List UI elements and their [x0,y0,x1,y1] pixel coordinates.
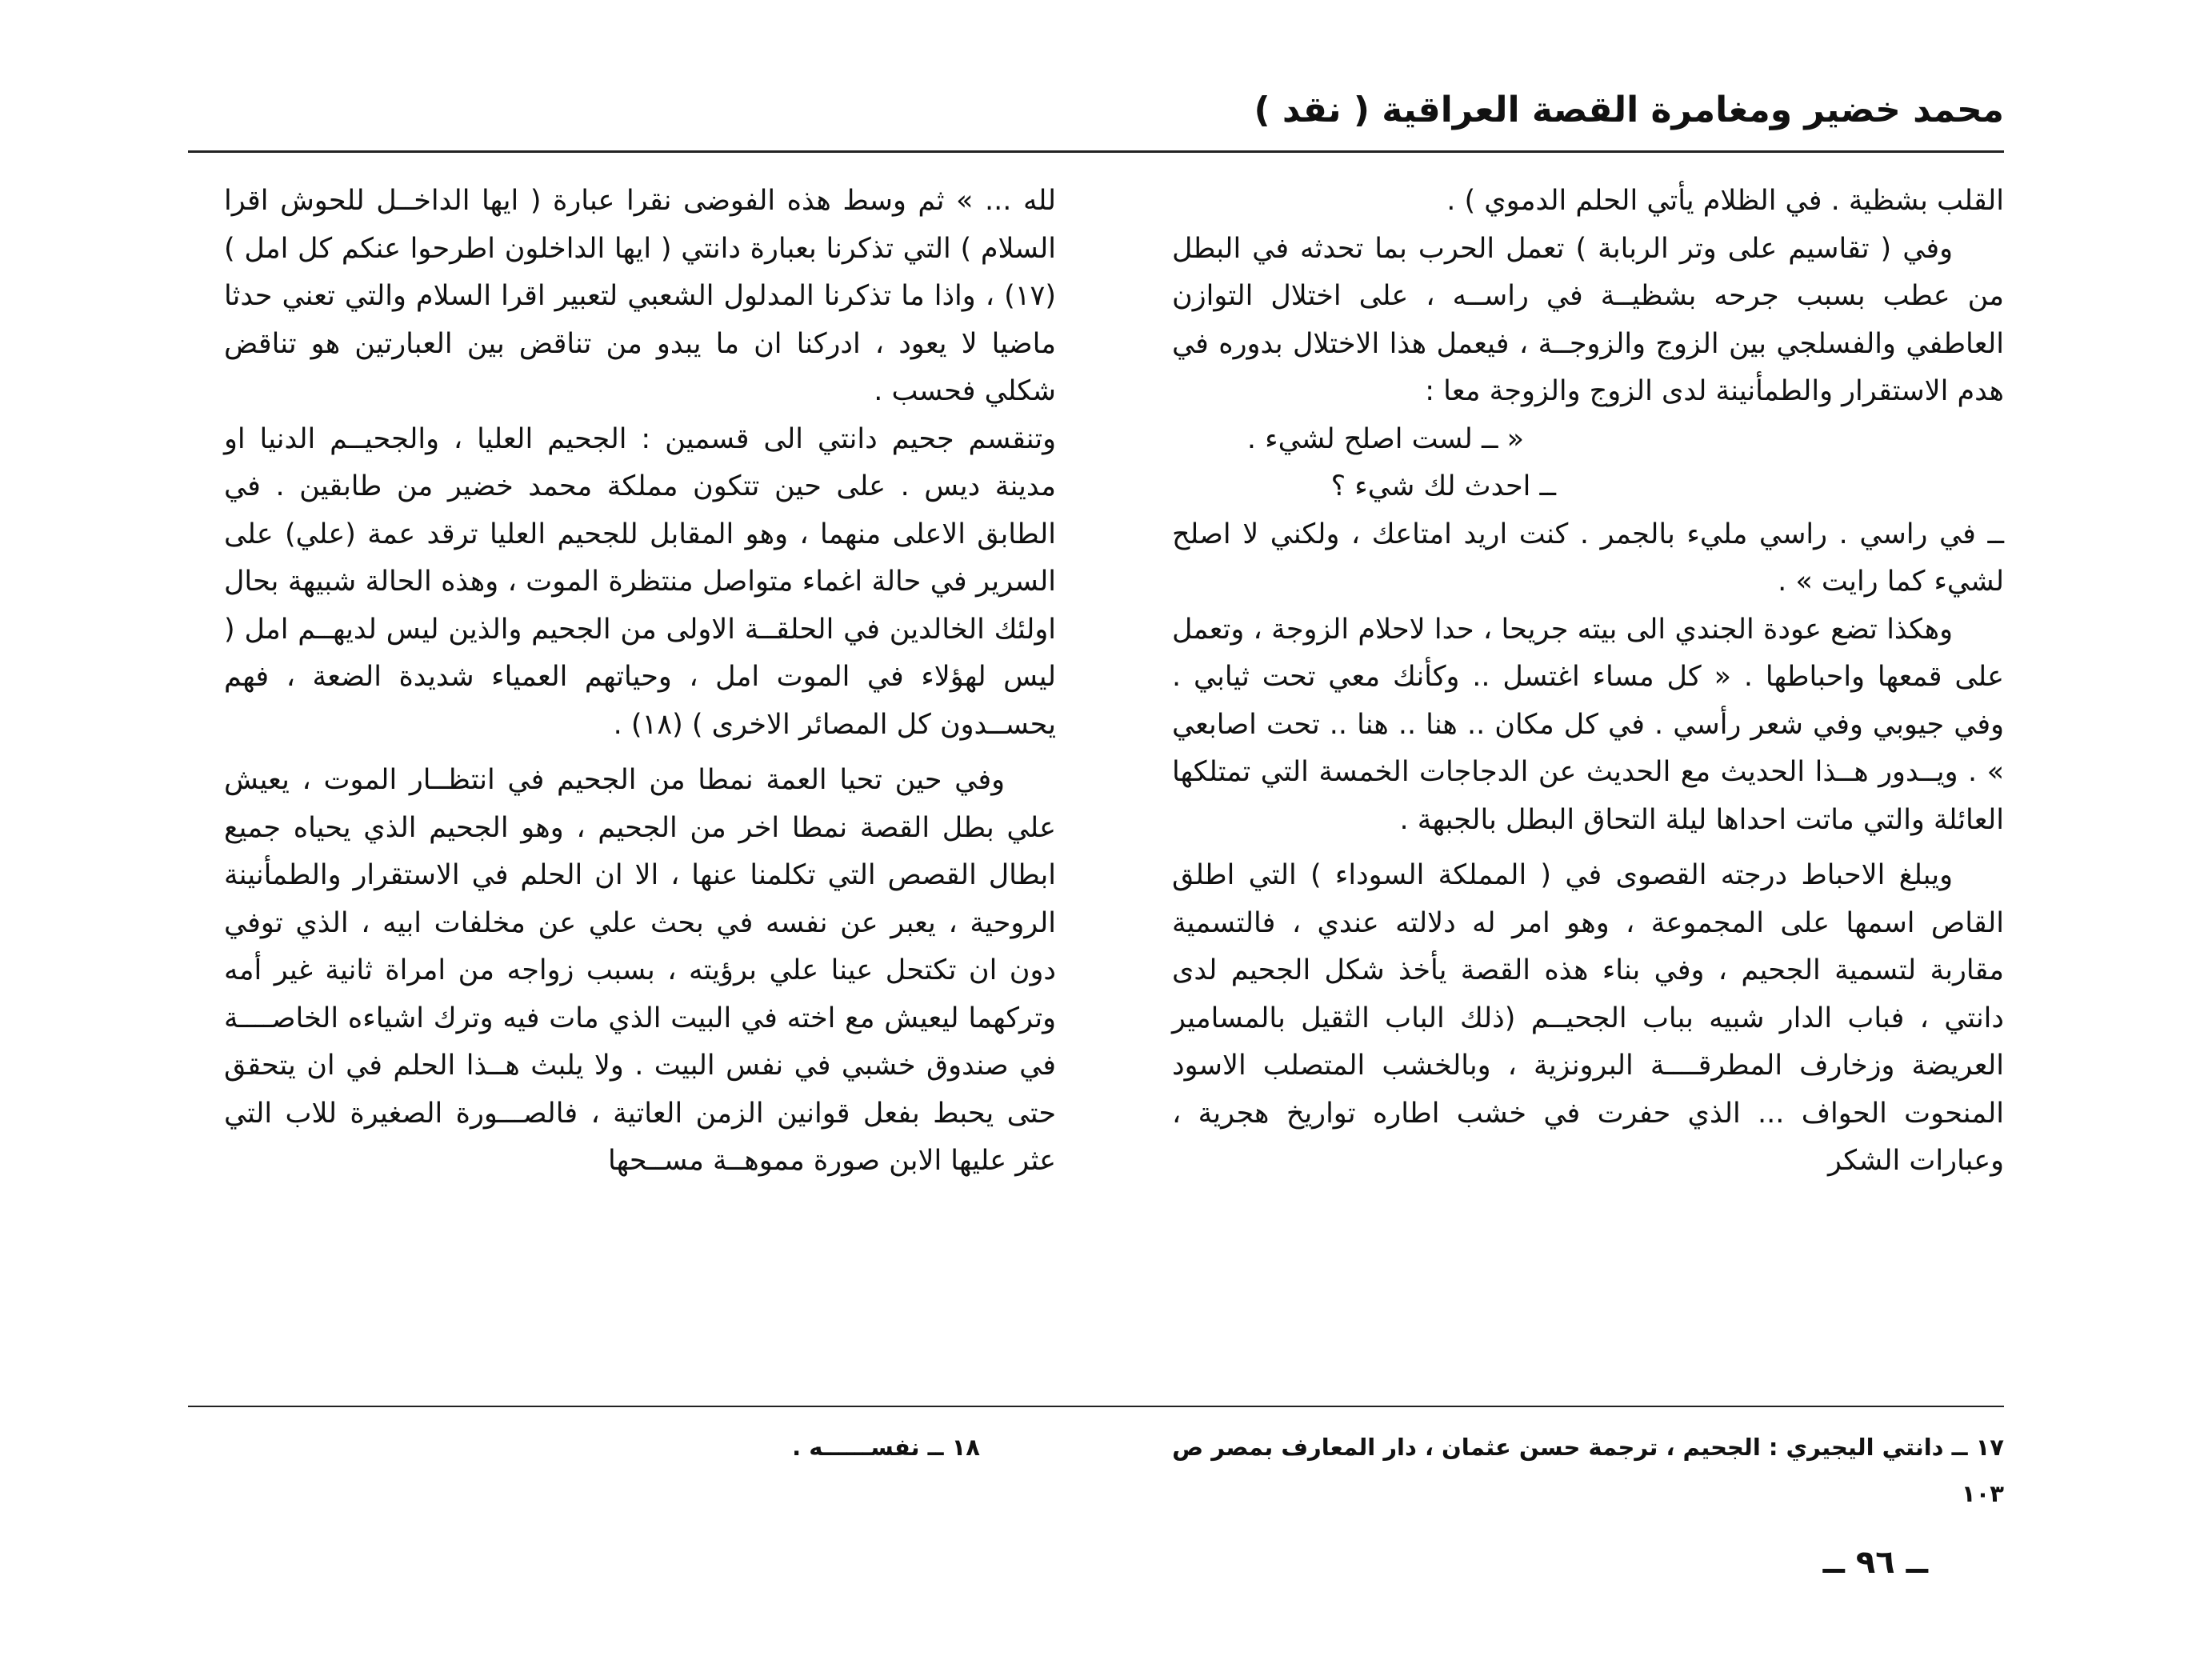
paragraph: ويبلغ الاحباط درجته القصوى في ( المملكة السوداء ) التي اطلق القاص اسمها على المجموعة ، وهو امر له دلالته عندي ، فالتسمية مقاربة لتسمية الجحيم ، وفي بناء هذه القصة يأخذ شكل الجحيم لدى دانتي ، فباب الدار شبيه بباب الجحيــم (ذلك الباب الثقيل بالمسامير العريضة وزخارف المطرقــــة البرونزية ، وبالخشب المتصلب الاسود المنحوت الحواف ... الذي حفرت في خشب اطاره تواريخ هجرية ، وعبارات الشكر [1172,859,2004,1177]
footnote-rule [188,1406,2004,1407]
paragraph: وتنقسم جحيم دانتي الى قسمين : الجحيم العليا ، والجحيــم الدنيا او مدينة ديس . على حين تتكون مملكة محمد خضير من طابقين . في الطابق الاعلى منهما ، وهو المقابل للجحيم العليا ترقد عمة (علي) على السرير في حالة اغماء متواصل منتظرة الموت ، وهذه الحالة شبيهة بحال اولئك الخالدين في الحلقــة الاولى من الجحيم والذين ليس لديهــم امل ( ليس لهؤلاء في الموت امل ، وحياتهم العمياء شديدة الضعة ، فهم يحســدون كل المصائر الاخرى ) (١٨) . [224,422,1056,741]
page-title: محمد خضير ومغامرة القصة العراقية ( نقد ) [1254,90,2004,130]
page-number: ــ ٩٦ ــ [1822,1544,1928,1581]
footnote-17: ١٧ ــ دانتي اليجيري : الجحيم ، ترجمة حسن عثمان ، دار المعارف بمصر ص ١٠٣ [1172,1434,2004,1507]
paragraph: القلب بشظية . في الظلام يأتي الحلم الدموي ) . [1446,185,2004,217]
paragraph: وهكذا تضع عودة الجندي الى بيته جريحا ، حدا لاحلام الزوجة ، وتعمل على قمعها واحباطها . « كل مساء اغتسل .. وكأنك معي تحت ثيابي . وفي جيوبي وفي شعر رأسي . في كل مكان .. هنا .. هنا .. تحت اصابعي » . ويــدور هــذا الحديث مع الحديث عن الدجاجات الخمسة التي تمتلكها العائلة والتي ماتت احداها ليلة التحاق البطل بالجبهة . [1172,613,2004,836]
quote-line: ــ في راسي . راسي مليء بالجمر . كنت اريد امتاعك ، ولكني لا اصلح لشيء كما رايت » . [1172,518,2004,598]
paragraph: وفي حين تحيا العمة نمطا من الجحيم في انتظــار الموت ، يعيش علي بطل القصة نمطا اخر من الجحيم ، وهو الجحيم الذي يحياه جميع ابطال القصص التي تكلمنا عنها ، الا ان الحلم في الاستقرار والطمأنينة الروحية ، يعبر عن نفسه في بحث علي عن مخلفات ابيه ، الذي توفي دون ان تكتحل عينا علي برؤيته ، بسبب زواجه من امراة ثانية غير أمه وتركهما ليعيش مع اخته في البيت الذي مات فيه وترك اشياءه الخاصــــة في صندوق خشبي في نفس البيت . ولا يلبث هــذا الحلم في ان يتحقق حتى يحبط بفعل قوانين الزمن العاتية ، فالصـــورة الصغيرة للاب التي عثر عليها الابن صورة مموهــة مســحها [224,764,1056,1177]
quote-line: ــ احدث لك شيء ؟ [1330,470,1556,502]
quote-line: « ــ لست اصلح لشيء . [1246,422,1524,455]
header-rule [188,150,2004,153]
right-column [1172,178,2004,1186]
paragraph: وفي ( تقاسيم على وتر الربابة ) تعمل الحرب بما تحدثه في البطل من عطب بسبب جرحه بشظيــة في راســه ، على اختلال التوازن العاطفي والفسلجي بين الزوج والزوجــة ، فيعمل هذا الاختلال بدوره في هدم الاستقرار والطمأنينة لدى الزوج والزوجة معا : [1172,232,2004,407]
left-column [224,178,1056,1186]
paragraph: لله ... » ثم وسط هذه الفوضى نقرا عبارة ( ايها الداخــل للحوش اقرا السلام ) التي تذكرنا بعبارة دانتي ( ايها الداخلون اطرحوا عنكم كل امل ) (١٧) ، واذا ما تذكرنا المدلول الشعبي لتعبير اقرا السلام والتي تعني حدثا ماضيا لا يعود ، ادركنا ان ما يبدو من تناقض بين العبارتين هو تناقض شكلي فحسب . [224,185,1056,407]
footnote-18: ١٨ ــ نفســــــه . [792,1434,980,1461]
